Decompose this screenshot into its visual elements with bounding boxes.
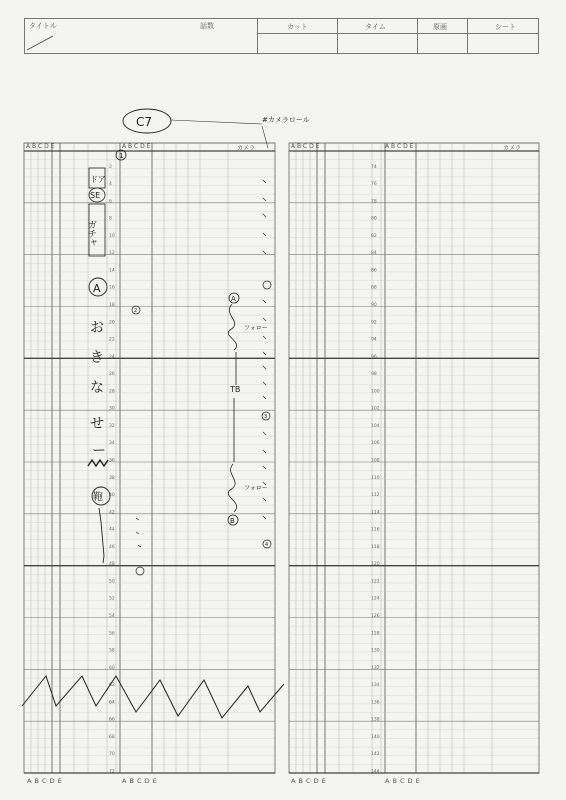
right-bottom-letters-b: A B C D E bbox=[385, 777, 421, 785]
right-frame-number: 78 bbox=[371, 199, 377, 205]
left-frame-number: 50 bbox=[109, 579, 115, 585]
left-frame-number: 42 bbox=[109, 510, 115, 516]
right-frame-number: 126 bbox=[371, 614, 380, 619]
right-frame-number: 118 bbox=[371, 544, 380, 550]
left-frame-number: 18 bbox=[109, 303, 115, 308]
right-frame-number: 102 bbox=[371, 406, 380, 412]
right-frame-number: 124 bbox=[371, 596, 380, 602]
tb-label: TB bbox=[230, 385, 241, 394]
left-frame-number: 14 bbox=[109, 268, 115, 274]
dialogue-char-3: な bbox=[90, 380, 104, 396]
left-camera-header: カメラ bbox=[237, 145, 256, 152]
right-frame-number: 90 bbox=[371, 303, 377, 308]
camera-note-text: #カメラロール bbox=[262, 116, 310, 124]
right-cel-header: A B C D E bbox=[385, 143, 414, 150]
right-frame-number: 142 bbox=[371, 752, 380, 758]
left-frame-number: 38 bbox=[109, 475, 115, 481]
left-frame-number: 54 bbox=[109, 614, 115, 619]
dialogue-char-1: お bbox=[90, 320, 104, 336]
right-frame-number: 86 bbox=[371, 268, 377, 274]
left-frame-number: 48 bbox=[109, 562, 115, 568]
right-frame-number: 84 bbox=[371, 251, 377, 257]
left-frame-number: 68 bbox=[109, 734, 115, 740]
left-bottom-letters-b: A B C D E bbox=[122, 777, 158, 785]
right-frame-number: 88 bbox=[371, 285, 377, 291]
left-frame-number: 44 bbox=[109, 527, 115, 533]
second-marker-2: 2 bbox=[134, 308, 138, 314]
left-bottom-letters-a: A B C D E bbox=[27, 777, 63, 785]
right-frame-number: 144 bbox=[371, 769, 380, 775]
right-frame-number: 94 bbox=[371, 337, 377, 343]
left-frame-number: 64 bbox=[109, 700, 115, 706]
right-frame-number: 132 bbox=[371, 665, 380, 671]
left-frame-number: 32 bbox=[109, 423, 115, 429]
left-frame-number: 30 bbox=[109, 406, 115, 412]
right-frame-number: 74 bbox=[371, 164, 377, 170]
left-action-header: A B C D E bbox=[26, 143, 55, 150]
right-frame-number: 130 bbox=[371, 648, 380, 654]
left-cel-header: A B C D E bbox=[122, 143, 151, 150]
left-frame-number: 36 bbox=[109, 458, 115, 464]
svg-text:A: A bbox=[231, 295, 236, 303]
dialogue-char-2: き bbox=[90, 350, 104, 366]
right-frame-number: 110 bbox=[371, 475, 380, 481]
right-frame-number: 138 bbox=[371, 717, 380, 723]
right-frame-number: 128 bbox=[371, 631, 380, 637]
right-frame-number: 98 bbox=[371, 372, 377, 378]
left-frame-number: 60 bbox=[109, 665, 115, 671]
right-frame-number: 120 bbox=[371, 562, 380, 568]
se-tag: SE bbox=[90, 191, 101, 200]
right-frame-number: 96 bbox=[371, 354, 377, 360]
camera-mark-3: 3 bbox=[264, 414, 268, 420]
right-frame-number: 116 bbox=[371, 527, 380, 533]
right-frame-number: 122 bbox=[371, 579, 380, 585]
left-frame-number: 26 bbox=[109, 372, 115, 378]
left-frame-number: 10 bbox=[109, 233, 115, 239]
left-frame-number: 58 bbox=[109, 648, 115, 654]
cut-label: カット bbox=[287, 23, 308, 31]
left-frame-number: 22 bbox=[109, 337, 115, 343]
episode-label: 話数 bbox=[200, 22, 214, 30]
left-frame-number: 72 bbox=[109, 769, 115, 775]
follow-label-1: フォロー bbox=[244, 325, 268, 332]
right-frame-number: 136 bbox=[371, 700, 380, 706]
left-frame-number: 28 bbox=[109, 389, 115, 395]
dialogue-char-5: ー bbox=[92, 443, 106, 459]
left-frame-number: 6 bbox=[109, 199, 112, 205]
left-frame-number: 20 bbox=[109, 320, 115, 326]
follow-label-2: フォロー bbox=[244, 485, 268, 492]
cut-number-text: C7 bbox=[136, 115, 153, 129]
se-text: ガチャ bbox=[86, 220, 96, 247]
right-frame-number: 92 bbox=[371, 320, 377, 326]
right-frame-number: 112 bbox=[371, 493, 380, 499]
right-frame-number: 100 bbox=[371, 389, 380, 395]
left-frame-number: 2 bbox=[109, 164, 112, 170]
left-frame-number: 52 bbox=[109, 596, 115, 602]
dialogue-char-4: せ bbox=[90, 416, 104, 432]
cel-a-mark: A bbox=[93, 282, 101, 295]
time-label: タイム bbox=[365, 23, 386, 31]
right-frame-number: 114 bbox=[371, 510, 380, 516]
right-frame-number: 80 bbox=[371, 216, 377, 222]
right-frame-number: 104 bbox=[371, 423, 380, 429]
right-frame-number: 108 bbox=[371, 458, 380, 464]
left-frame-number: 70 bbox=[109, 752, 115, 758]
left-frame-number: 40 bbox=[109, 493, 115, 499]
left-frame-number: 16 bbox=[109, 285, 115, 291]
left-frame-number: 46 bbox=[109, 544, 115, 550]
right-frame-number: 82 bbox=[371, 233, 377, 239]
right-action-header: A B C D E bbox=[291, 143, 320, 150]
original-label: 原画 bbox=[433, 23, 447, 31]
cel-b-mark: B bbox=[230, 517, 235, 525]
sheet-label: シート bbox=[495, 23, 516, 31]
left-frame-number: 56 bbox=[109, 631, 115, 637]
bag-note: 鞄 bbox=[93, 492, 103, 503]
right-frame-number: 140 bbox=[371, 734, 380, 740]
left-frame-number: 24 bbox=[109, 354, 115, 360]
left-frame-number: 4 bbox=[109, 182, 112, 188]
right-camera-header: カメラ bbox=[503, 145, 522, 152]
left-frame-number: 34 bbox=[109, 441, 115, 447]
camera-mark-4: 4 bbox=[265, 542, 269, 548]
end-zigzag bbox=[22, 676, 284, 718]
right-bottom-letters-a: A B C D E bbox=[291, 777, 327, 785]
title-label: タイトル bbox=[29, 22, 57, 30]
left-frame-number: 12 bbox=[109, 251, 115, 257]
left-frame-number: 8 bbox=[109, 216, 112, 222]
right-frame-number: 106 bbox=[371, 441, 380, 447]
right-frame-number: 134 bbox=[371, 683, 380, 689]
door-tag: ドア bbox=[90, 175, 106, 184]
left-frame-number: 62 bbox=[109, 683, 115, 689]
left-frame-number: 66 bbox=[109, 717, 115, 723]
second-marker-1: 1 bbox=[119, 152, 124, 160]
right-frame-number: 76 bbox=[371, 182, 377, 188]
